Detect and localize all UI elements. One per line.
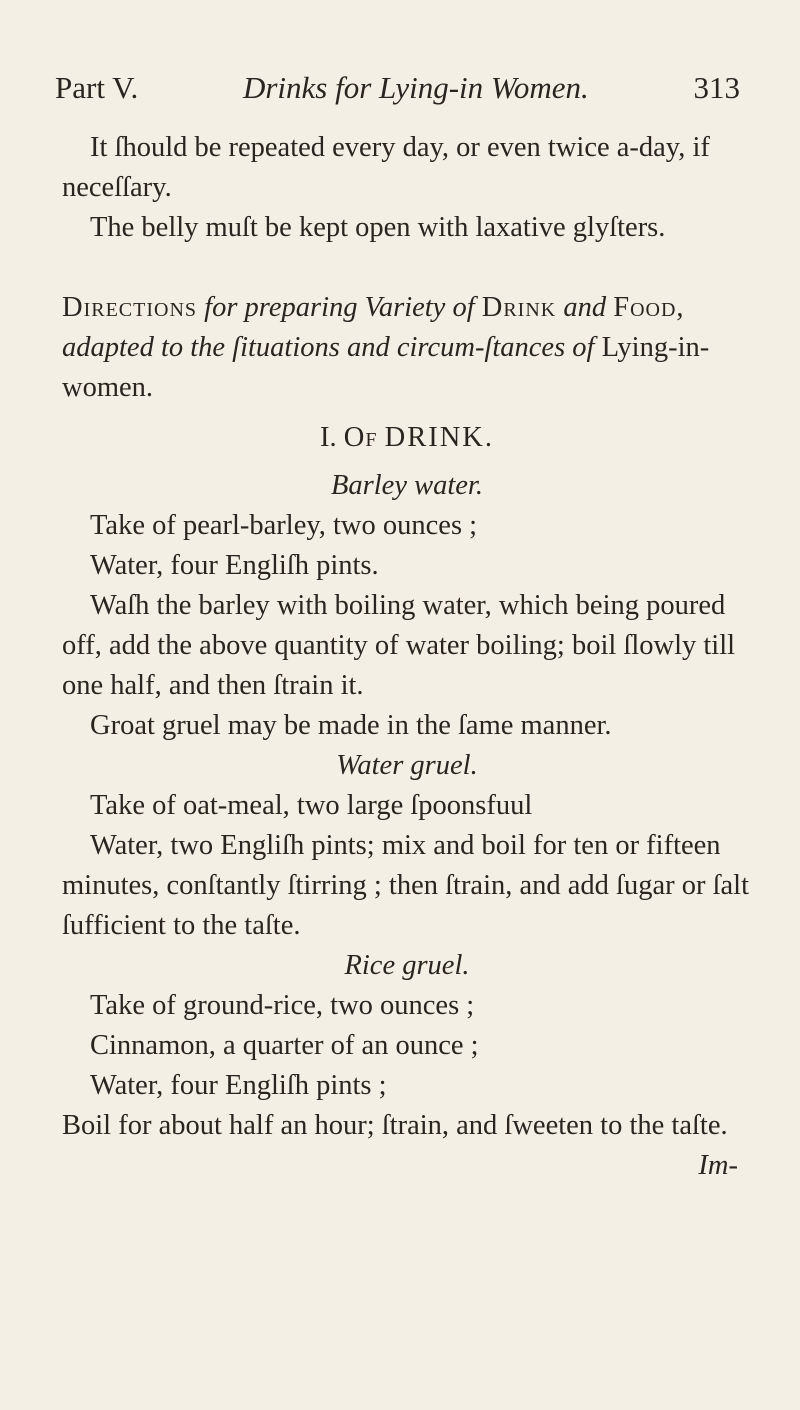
page-body — [62, 128, 752, 1186]
running-header — [55, 70, 740, 106]
intro-paragraph-2: The belly muſt be kept open with laxative glyſters. — [90, 212, 666, 243]
directions-heading: Directions for preparing Variety of Drink and Food, adapted to the ſituations and circum-ſtances of Lying-in-women. — [62, 292, 710, 403]
rice-gruel-line-1: Take of ground-rice, two ounces ; — [90, 990, 475, 1021]
intro-paragraph-1: It ſhould be repeated every day, or even twice a-day, if neceſſary. — [62, 132, 710, 203]
page-number: 313 — [693, 70, 740, 105]
water-gruel-line-1: Take of oat-meal, two large ſpoonsfuul — [90, 790, 533, 821]
running-title: Drinks for Lying-in Women. — [242, 70, 589, 105]
rice-gruel-line-3: Water, four Engliſh pints ; — [90, 1070, 387, 1101]
catchword: Im- — [698, 1150, 738, 1181]
barley-line-4: Groat gruel may be made in the ſame manner. — [90, 710, 612, 741]
barley-line-3: Waſh the barley with boiling water, which being poured off, add the above quantity of water boiling; boil ſlowly till one half, and then ſtrain it. — [62, 590, 736, 701]
rice-gruel-line-4: Boil for about half an hour; ſtrain, and ſweeten to the taſte. — [62, 1110, 728, 1141]
barley-water-title: Barley water. — [331, 470, 483, 501]
part-label: Part V. — [55, 70, 139, 105]
water-gruel-line-2: Water, two Engliſh pints; mix and boil for ten or fifteen minutes, conſtantly ſtirring ; then ſtrain, and add ſugar or ſalt ſufficient to the taſte. — [62, 830, 750, 941]
water-gruel-title: Water gruel. — [336, 750, 478, 781]
barley-line-2: Water, four Engliſh pints. — [90, 550, 379, 581]
barley-line-1: Take of pearl-barley, two ounces ; — [90, 510, 478, 541]
rice-gruel-line-2: Cinnamon, a quarter of an ounce ; — [90, 1030, 479, 1061]
rice-gruel-title: Rice gruel. — [344, 950, 470, 981]
section-heading: I. Of DRINK. — [320, 422, 494, 453]
